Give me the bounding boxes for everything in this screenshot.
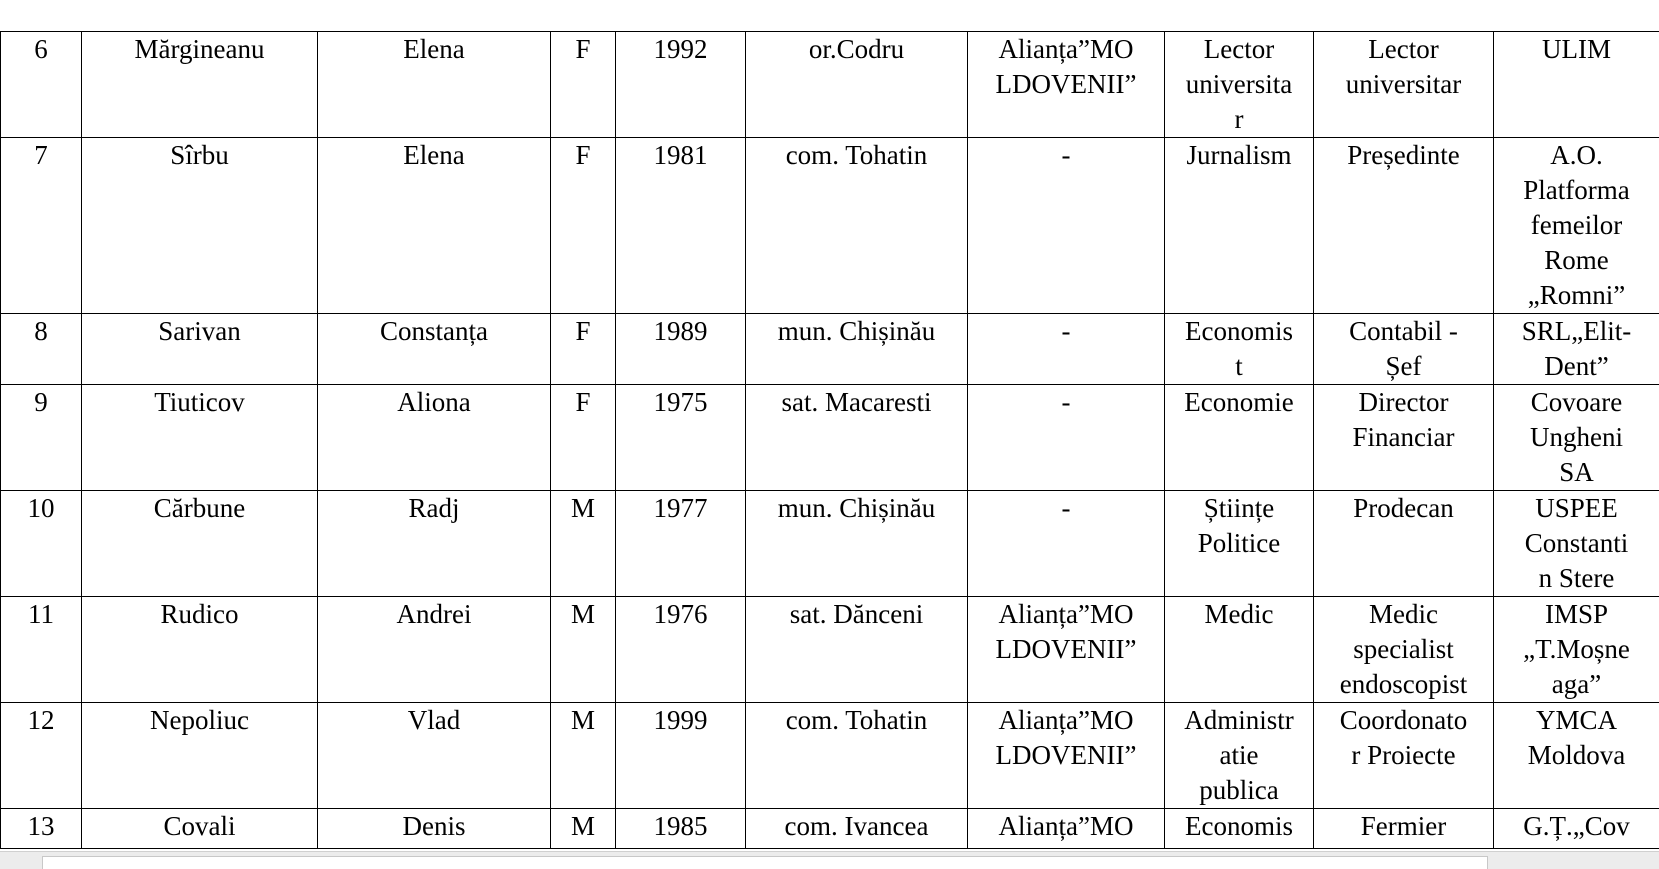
- row-number-cell: [1, 385, 82, 491]
- cell-text: com. Tohatin: [785, 705, 928, 735]
- table-row: [1, 138, 1659, 314]
- surname-cell: [82, 32, 318, 138]
- cell-text: Alianța”MO LDOVENII”: [995, 34, 1137, 99]
- cell-text: USPEE Constanti n Stere: [1524, 493, 1629, 593]
- row-number-cell: [1, 314, 82, 385]
- cell-text: -: [1061, 316, 1071, 346]
- table-row: [1, 314, 1659, 385]
- profession-cell: [1165, 385, 1314, 491]
- cell-text: Elena: [403, 34, 465, 64]
- cell-text: mun. Chișinău: [777, 316, 936, 346]
- cell-text: 8: [34, 316, 48, 346]
- cell-text: Contabil - Șef: [1349, 316, 1458, 381]
- cell-text: com. Ivancea: [784, 811, 929, 841]
- profession-cell: [1165, 809, 1314, 849]
- cell-text: Sîrbu: [170, 140, 229, 170]
- cell-text: -: [1061, 387, 1071, 417]
- profession-cell: [1165, 491, 1314, 597]
- sex-cell: [551, 32, 616, 138]
- cell-text: Președinte: [1347, 140, 1460, 170]
- surname-cell: [82, 597, 318, 703]
- surname-cell: [82, 314, 318, 385]
- table-row: [1, 385, 1659, 491]
- locality-cell: [746, 32, 968, 138]
- position-cell: [1314, 597, 1494, 703]
- locality-cell: [746, 314, 968, 385]
- profession-cell: [1165, 703, 1314, 809]
- cell-text: 1981: [653, 140, 708, 170]
- party-cell: [968, 32, 1165, 138]
- position-cell: [1314, 314, 1494, 385]
- cell-text: Director Financiar: [1352, 387, 1455, 452]
- cell-text: Economie: [1184, 387, 1294, 417]
- row-number-cell: [1, 491, 82, 597]
- party-cell: [968, 809, 1165, 849]
- sex-cell: [551, 138, 616, 314]
- cell-text: or.Codru: [808, 34, 905, 64]
- table-row: [1, 491, 1659, 597]
- cell-text: 1977: [653, 493, 708, 523]
- cell-text: Alianța”MO LDOVENII”: [995, 599, 1137, 664]
- sex-cell: [551, 809, 616, 849]
- cell-text: Radj: [408, 493, 460, 523]
- table-row: [1, 809, 1659, 849]
- row-number-cell: [1, 32, 82, 138]
- cell-text: com. Tohatin: [785, 140, 928, 170]
- sex-cell: [551, 491, 616, 597]
- workplace-cell: [1494, 314, 1659, 385]
- cell-text: F: [575, 34, 591, 64]
- cell-text: Științe Politice: [1197, 493, 1281, 558]
- cell-text: Fermier: [1360, 811, 1447, 841]
- party-cell: [968, 385, 1165, 491]
- cell-text: Nepoliuc: [150, 705, 249, 735]
- cell-text: F: [575, 316, 591, 346]
- profession-cell: [1165, 32, 1314, 138]
- cell-text: Medic specialist endoscopist: [1339, 599, 1468, 699]
- sex-cell: [551, 385, 616, 491]
- cell-text: 1985: [653, 811, 708, 841]
- birth-year-cell: [616, 491, 746, 597]
- table-row: [1, 703, 1659, 809]
- first-name-cell: [318, 385, 551, 491]
- candidates-table: [0, 31, 1659, 849]
- cell-text: Coordonato r Proiecte: [1339, 705, 1468, 770]
- cell-text: F: [575, 387, 591, 417]
- cell-text: sat. Dănceni: [789, 599, 924, 629]
- cell-text: 9: [34, 387, 48, 417]
- cell-text: M: [570, 705, 595, 735]
- position-cell: [1314, 703, 1494, 809]
- cell-text: Tiuticov: [154, 387, 245, 417]
- position-cell: [1314, 385, 1494, 491]
- party-cell: [968, 138, 1165, 314]
- row-number-cell: [1, 597, 82, 703]
- locality-cell: [746, 703, 968, 809]
- birth-year-cell: [616, 703, 746, 809]
- cell-text: Sarivan: [158, 316, 241, 346]
- cell-text: 11: [28, 599, 54, 629]
- cell-text: Cărbune: [153, 493, 246, 523]
- position-cell: [1314, 809, 1494, 849]
- cell-text: Economis t: [1185, 316, 1293, 381]
- row-number-cell: [1, 138, 82, 314]
- cell-text: M: [570, 493, 595, 523]
- profession-cell: [1165, 597, 1314, 703]
- table-row: [1, 597, 1659, 703]
- sex-cell: [551, 597, 616, 703]
- cell-text: Covoare Ungheni SA: [1530, 387, 1623, 487]
- surname-cell: [82, 491, 318, 597]
- first-name-cell: [318, 703, 551, 809]
- locality-cell: [746, 597, 968, 703]
- birth-year-cell: [616, 809, 746, 849]
- cell-text: Alianța”MO: [998, 811, 1134, 841]
- workplace-cell: [1494, 385, 1659, 491]
- cell-text: Prodecan: [1353, 493, 1454, 523]
- party-cell: [968, 314, 1165, 385]
- profession-cell: [1165, 314, 1314, 385]
- scrollbar-thumb[interactable]: [42, 856, 1488, 869]
- cell-text: IMSP „T.Moșne aga”: [1523, 599, 1630, 699]
- sex-cell: [551, 703, 616, 809]
- surname-cell: [82, 138, 318, 314]
- cell-text: 1989: [653, 316, 708, 346]
- cell-text: Alianța”MO LDOVENII”: [995, 705, 1137, 770]
- first-name-cell: [318, 138, 551, 314]
- first-name-cell: [318, 491, 551, 597]
- workplace-cell: [1494, 32, 1659, 138]
- workplace-cell: [1494, 703, 1659, 809]
- sex-cell: [551, 314, 616, 385]
- cell-text: -: [1061, 493, 1071, 523]
- party-cell: [968, 491, 1165, 597]
- workplace-cell: [1494, 138, 1659, 314]
- cell-text: ULIM: [1542, 34, 1611, 64]
- locality-cell: [746, 385, 968, 491]
- row-number-cell: [1, 809, 82, 849]
- cell-text: Medic: [1204, 599, 1274, 629]
- workplace-cell: [1494, 597, 1659, 703]
- workplace-cell: [1494, 809, 1659, 849]
- surname-cell: [82, 809, 318, 849]
- cell-text: 1975: [653, 387, 708, 417]
- cell-text: A.O. Platforma femeilor Rome „Romni”: [1523, 140, 1630, 310]
- locality-cell: [746, 809, 968, 849]
- cell-text: 1992: [653, 34, 708, 64]
- cell-text: Andrei: [396, 599, 472, 629]
- cell-text: Covali: [163, 811, 236, 841]
- surname-cell: [82, 385, 318, 491]
- cell-text: Lector universita r: [1185, 34, 1293, 134]
- birth-year-cell: [616, 314, 746, 385]
- first-name-cell: [318, 32, 551, 138]
- cell-text: Mărgineanu: [134, 34, 265, 64]
- cell-text: Administr atie publica: [1184, 705, 1294, 805]
- locality-cell: [746, 491, 968, 597]
- cell-text: SRL„Elit- Dent”: [1521, 316, 1632, 381]
- party-cell: [968, 597, 1165, 703]
- cell-text: mun. Chișinău: [777, 493, 936, 523]
- first-name-cell: [318, 597, 551, 703]
- cell-text: G.Ț.„Cov: [1523, 811, 1630, 841]
- cell-text: Aliona: [397, 387, 471, 417]
- cell-text: Economis: [1185, 811, 1293, 841]
- first-name-cell: [318, 809, 551, 849]
- horizontal-scrollbar[interactable]: [0, 851, 1659, 869]
- birth-year-cell: [616, 138, 746, 314]
- cell-text: Constanța: [380, 316, 488, 346]
- cell-text: YMCA Moldova: [1527, 705, 1626, 770]
- position-cell: [1314, 32, 1494, 138]
- cell-text: Vlad: [407, 705, 461, 735]
- birth-year-cell: [616, 597, 746, 703]
- cell-text: Rudico: [160, 599, 239, 629]
- cell-text: 12: [27, 705, 55, 735]
- cell-text: Lector universitar: [1345, 34, 1462, 99]
- cell-text: 6: [34, 34, 48, 64]
- cell-text: 13: [27, 811, 55, 841]
- cell-text: sat. Macaresti: [781, 387, 932, 417]
- locality-cell: [746, 138, 968, 314]
- cell-text: F: [575, 140, 591, 170]
- cell-text: 7: [34, 140, 48, 170]
- birth-year-cell: [616, 385, 746, 491]
- cell-text: Denis: [402, 811, 466, 841]
- row-number-cell: [1, 703, 82, 809]
- workplace-cell: [1494, 491, 1659, 597]
- party-cell: [968, 703, 1165, 809]
- cell-text: 1999: [653, 705, 708, 735]
- cell-text: 10: [27, 493, 55, 523]
- cell-text: -: [1061, 140, 1071, 170]
- birth-year-cell: [616, 32, 746, 138]
- position-cell: [1314, 491, 1494, 597]
- position-cell: [1314, 138, 1494, 314]
- surname-cell: [82, 703, 318, 809]
- first-name-cell: [318, 314, 551, 385]
- profession-cell: [1165, 138, 1314, 314]
- cell-text: M: [570, 599, 595, 629]
- cell-text: 1976: [653, 599, 708, 629]
- cell-text: M: [570, 811, 595, 841]
- table-row: [1, 32, 1659, 138]
- cell-text: Elena: [403, 140, 465, 170]
- cell-text: Jurnalism: [1186, 140, 1292, 170]
